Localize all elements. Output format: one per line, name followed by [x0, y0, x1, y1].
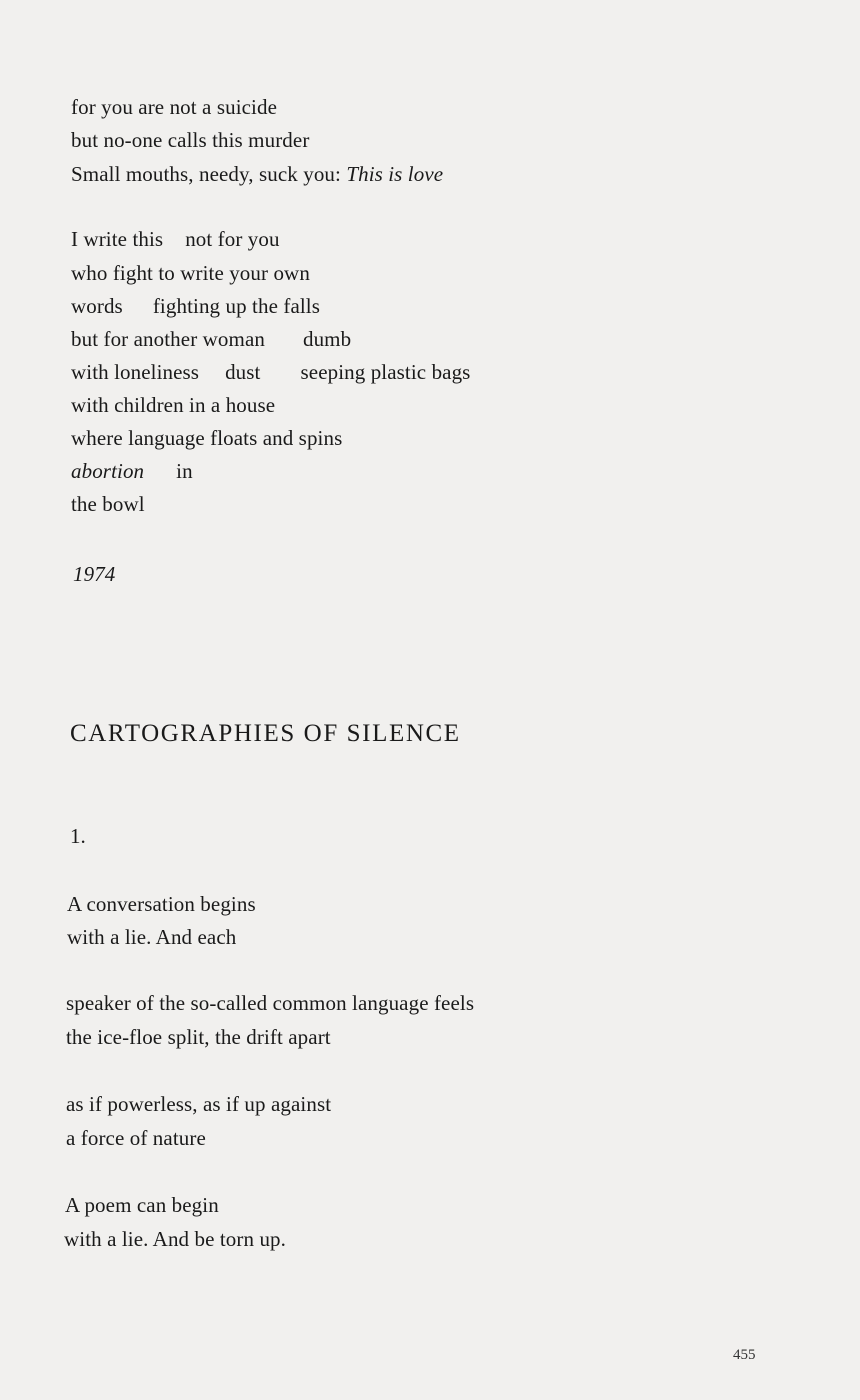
- poem-line: [71, 359, 470, 385]
- poem-line-italic: This is love: [346, 162, 444, 186]
- poem-line: a force of nature: [66, 1126, 206, 1150]
- poem-line: [71, 161, 443, 187]
- poem-line: the bowl: [71, 492, 145, 516]
- poem-line: A conversation begins: [67, 892, 256, 916]
- poem-phrase: seeping plastic bags: [300, 360, 471, 384]
- poem-line: for you are not a suicide: [71, 95, 278, 119]
- poem-line: as if powerless, as if up against: [66, 1092, 332, 1116]
- poem-phrase: words: [71, 294, 123, 318]
- section-number: 1.: [70, 824, 86, 848]
- poem-phrase: in: [176, 459, 193, 483]
- poem-line: with children in a house: [71, 393, 276, 417]
- poem-line: [71, 226, 280, 252]
- poem-line: where language floats and spins: [71, 426, 343, 450]
- poem-line: A poem can begin: [65, 1193, 219, 1217]
- poem-phrase: dumb: [302, 327, 352, 351]
- poem-phrase: dust: [225, 360, 261, 384]
- poem-line: [71, 293, 320, 319]
- poem-phrase: but for another woman: [71, 327, 265, 351]
- poem-phrase-italic: abortion: [71, 459, 145, 483]
- poem-line-text: Small mouths, needy, suck you:: [71, 162, 347, 186]
- poem-phrase: not for you: [185, 227, 280, 251]
- poem-line: the ice-floe split, the drift apart: [66, 1025, 331, 1049]
- poem-line: who fight to write your own: [71, 261, 310, 285]
- poem-title: CARTOGRAPHIES OF SILENCE: [70, 720, 461, 747]
- poem-phrase: with loneliness: [71, 360, 200, 384]
- poem-phrase: fighting up the falls: [152, 294, 321, 318]
- poem-line: but no-one calls this murder: [71, 128, 310, 152]
- poem-line: [71, 326, 351, 352]
- poem-line: with a lie. And each: [67, 925, 237, 949]
- poem-line: [71, 458, 193, 484]
- poem-line: speaker of the so-called common language feels: [66, 991, 475, 1015]
- poem-line: with a lie. And be torn up.: [64, 1227, 287, 1251]
- poem-date: 1974: [73, 562, 116, 586]
- poem-phrase: I write this: [71, 227, 164, 251]
- page-number: 455: [733, 1347, 756, 1363]
